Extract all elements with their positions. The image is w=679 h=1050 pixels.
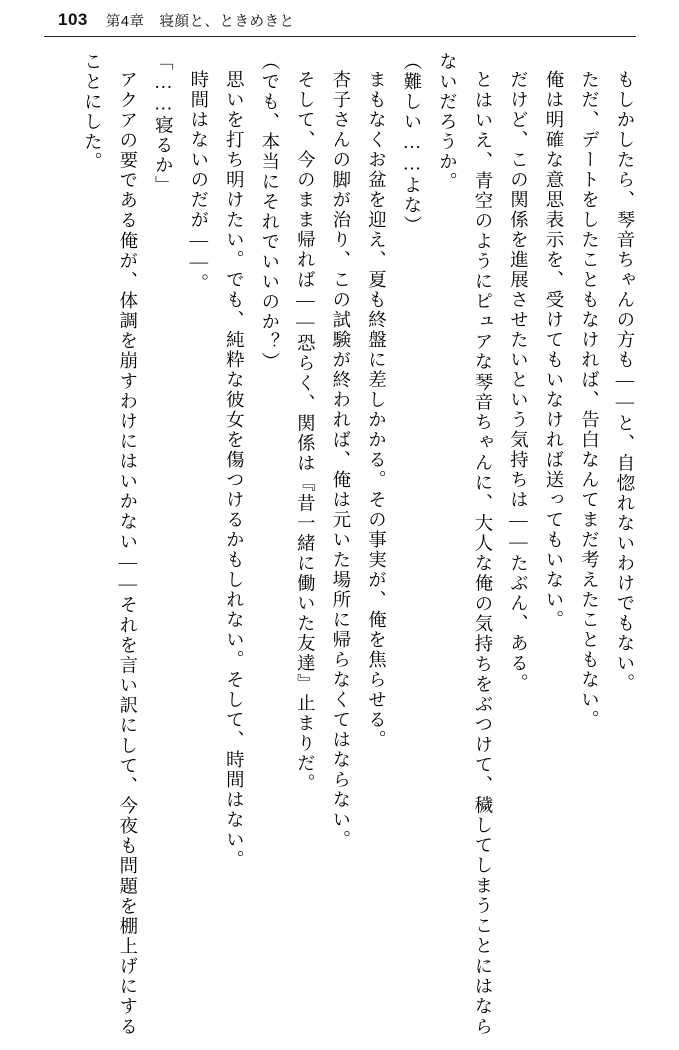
paragraph: 杏子さんの脚が治り、この試験が終われば、俺は元いた場所に帰らなくてはならない。 (330, 70, 351, 851)
page-number: 103 (58, 10, 88, 29)
paragraph: アクアの要である俺が、体調を崩すわけにはいかない――それを言い訳にして、今夜も問題を棚上げにすることにした。 (82, 52, 138, 1037)
header-divider (44, 36, 636, 37)
paragraph: 俺は明確な意思表示を、受けてもいなければ送ってもいない。 (543, 70, 564, 631)
paragraph: 思いを打ち明けたい。でも、純粋な彼女を傷つけるかもしれない。そして、時間はない。 (224, 70, 245, 871)
paragraph: とはいえ、青空のようにピュアな琴音ちゃんに、大人な俺の気持ちをぶつけて、穢してしまうことにはならないだろうか。 (437, 52, 493, 1037)
paragraph: まもなくお盆を迎え、夏も終盤に差しかかる。その事実が、俺を焦らせる。 (366, 70, 387, 751)
chapter-title: 第4章 寝顔と、ときめきと (105, 13, 295, 30)
page-body (36, 52, 642, 1037)
paragraph: （でも、本当にそれでいいのか？） (259, 52, 280, 372)
vertical-text-block (36, 52, 642, 1037)
paragraph: だけど、この関係を進展させたいという気持ちは――たぶん、ある。 (508, 70, 529, 694)
paragraph: 時間はないのだが――。 (188, 70, 209, 294)
paragraph: （難しい……よな） (401, 52, 422, 236)
paragraph: そして、今のまま帰れば――恐らく、関係は『昔一緒に働いた友達』止まりだ。 (295, 70, 316, 794)
paragraph: もしかしたら、琴音ちゃんの方も――と、自惚れないわけでもない。 (615, 70, 635, 694)
paragraph: ただ、デートをしたこともなければ、告白なんてまだ考えたこともない。 (579, 70, 600, 731)
running-head (0, 0, 679, 40)
dialogue-line: 「……寝るか」 (153, 52, 174, 196)
